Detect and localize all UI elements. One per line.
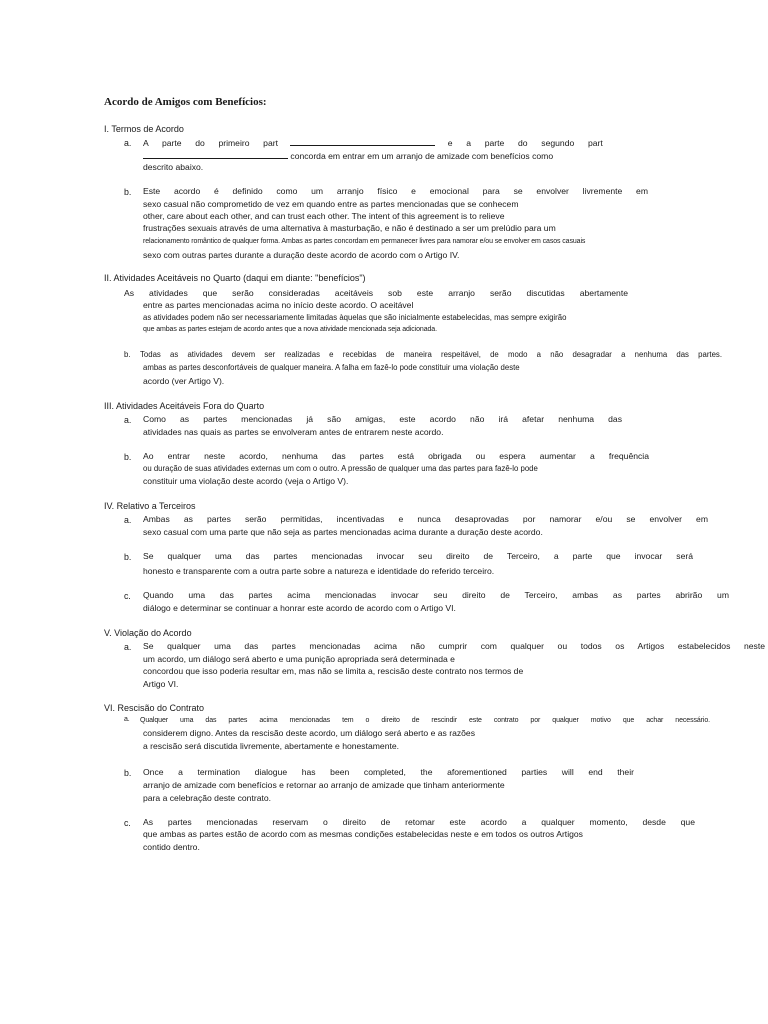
first-party-text: A parte do primeiro part: [143, 138, 278, 148]
item-marker: a.: [124, 415, 132, 425]
paragraph-line: relacionamento romântico de qualquer forma. Ambas as partes concordam em permanecer livres para namorar e/ou se envolver em casos casuais: [143, 238, 586, 245]
paragraph-line: Qualquer uma das partes acima mencionadas tem o direito de rescindir este contrato por qualquer motivo que achar necessário.: [140, 717, 710, 724]
document-title: Acordo de Amigos com Benefícios:: [104, 96, 267, 108]
paragraph-line: as atividades podem não ser necessariamente limitadas àquelas que são inicialmente estabelecidas, mas sempre exigirão: [143, 313, 567, 322]
paragraph-line: sexo com outras partes durante a duração deste acordo de acordo com o Artigo IV.: [143, 250, 460, 260]
paragraph-line: Ambas as partes serão permitidas, incentivadas e nunca desaprovadas por namorar e/ou se envolver em: [143, 514, 708, 524]
section-heading-ii: II. Atividades Aceitáveis no Quarto (daqui em diante: "benefícios"): [104, 273, 366, 283]
paragraph-line: Como as partes mencionadas já são amigas, este acordo não irá afetar nenhuma das: [143, 414, 622, 424]
paragraph-line: um acordo, um diálogo será aberto e uma punição apropriada será determinada e: [143, 654, 455, 664]
first-party-blank[interactable]: [290, 137, 435, 146]
item-marker: c.: [124, 591, 131, 601]
section-heading-iv: IV. Relativo a Terceiros: [104, 501, 196, 511]
paragraph-line: Artigo VI.: [143, 679, 179, 689]
paragraph-line: concordou que isso poderia resultar em, mas não se limita a, rescisão deste contrato nos termos de: [143, 666, 524, 676]
paragraph-line: honesto e transparente com a outra parte sobre a natureza e identidade do referido terceiro.: [143, 566, 495, 576]
paragraph-line: Este acordo é definido como um arranjo físico e emocional para se envolver livremente em: [143, 186, 648, 196]
paragraph-line: ou duração de suas atividades externas um com o outro. A pressão de qualquer uma das partes para fazê-lo pode: [143, 464, 538, 473]
paragraph-line: concorda em entrar em um arranjo de amizade com benefícios como: [290, 151, 554, 161]
item-marker: a.: [124, 642, 132, 652]
second-party-text: e a parte do segundo part: [447, 138, 603, 148]
item-marker: b.: [124, 452, 132, 462]
second-party-line: [143, 150, 553, 162]
item-marker: b.: [124, 350, 131, 359]
section-heading-iii: III. Atividades Aceitáveis Fora do Quarto: [104, 401, 265, 411]
paragraph-line: diálogo e determinar se continuar a honrar este acordo de acordo com o Artigo VI.: [143, 603, 456, 613]
paragraph-line: Se qualquer uma das partes mencionadas acima não cumprir com qualquer ou todos os Artigos estabelecidos neste: [143, 641, 765, 651]
paragraph-line: Once a termination dialogue has been completed, the aforementioned parties will end their: [143, 767, 634, 777]
paragraph-line: Quando uma das partes acima mencionadas invocar seu direito de Terceiro, ambas as partes abrirão um: [143, 590, 729, 600]
paragraph-line: contido dentro.: [143, 842, 200, 852]
item-marker: a.: [124, 716, 130, 723]
paragraph-line: As atividades que serão consideradas aceitáveis sob este arranjo serão discutidas abertamente: [124, 288, 628, 298]
paragraph-line: arranjo de amizade com benefícios e retornar ao arranjo de amizade que tinham anteriormente: [143, 780, 505, 790]
paragraph-line: que ambas as partes estão de acordo com as mesmas condições estabelecidas neste e em todos os outros Artigos: [143, 829, 583, 839]
paragraph-line: Se qualquer uma das partes mencionadas invocar seu direito de Terceiro, a parte que invocar será: [143, 551, 693, 561]
paragraph-line: que ambas as partes estejam de acordo antes que a nova atividade mencionada seja adicionada.: [143, 326, 437, 333]
section-heading-vi: VI. Rescisão do Contrato: [104, 703, 205, 713]
paragraph-line: frustrações sexuais através de uma alternativa à masturbação, e não é destinado a ser um prelúdio para um: [143, 223, 556, 233]
agreement-parties-line: [143, 137, 763, 149]
paragraph-line: acordo (ver Artigo V).: [143, 376, 225, 386]
paragraph-line: a rescisão será discutida livremente, abertamente e honestamente.: [143, 741, 400, 751]
paragraph-line: As partes mencionadas reservam o direito de retomar este acordo a qualquer momento, desde que: [143, 817, 695, 827]
paragraph-line: atividades nas quais as partes se envolveram antes de entrarem neste acordo.: [143, 427, 444, 437]
paragraph-line: sexo casual com uma parte que não seja as partes mencionadas acima durante a duração deste acordo.: [143, 527, 543, 537]
paragraph-line: ambas as partes desconfortáveis de qualquer maneira. A falha em fazê-lo pode constituir uma violação deste: [143, 363, 520, 372]
paragraph-line: considerem digno. Antes da rescisão deste acordo, um diálogo será aberto e as razões: [143, 728, 476, 738]
item-marker: a.: [124, 138, 132, 148]
paragraph-line: Ao entrar neste acordo, nenhuma das partes está obrigada ou espera aumentar a frequência: [143, 451, 649, 461]
item-marker: b.: [124, 768, 132, 778]
paragraph-line: descrito abaixo.: [143, 162, 204, 172]
item-marker: a.: [124, 515, 132, 525]
paragraph-line: constituir uma violação deste acordo (veja o Artigo V).: [143, 476, 349, 486]
paragraph-line: Todas as atividades devem ser realizadas e recebidas de maneira respeitável, de modo a não desagradar a nenhuma das partes.: [140, 350, 722, 359]
paragraph-line: other, care about each other, and can trust each other. The intent of this agreement is to relieve: [143, 211, 505, 221]
item-marker: c.: [124, 818, 131, 828]
item-marker: b.: [124, 552, 132, 562]
section-heading-v: V. Violação do Acordo: [104, 628, 192, 638]
paragraph-line: para a celebração deste contrato.: [143, 793, 272, 803]
section-heading-i: I. Termos de Acordo: [104, 124, 184, 134]
second-party-blank[interactable]: [143, 150, 288, 159]
paragraph-line: entre as partes mencionadas acima no início deste acordo. O aceitável: [143, 300, 414, 310]
item-marker: b.: [124, 187, 132, 197]
paragraph-line: sexo casual não comprometido de vez em quando entre as partes mencionadas que se conhecem: [143, 199, 519, 209]
